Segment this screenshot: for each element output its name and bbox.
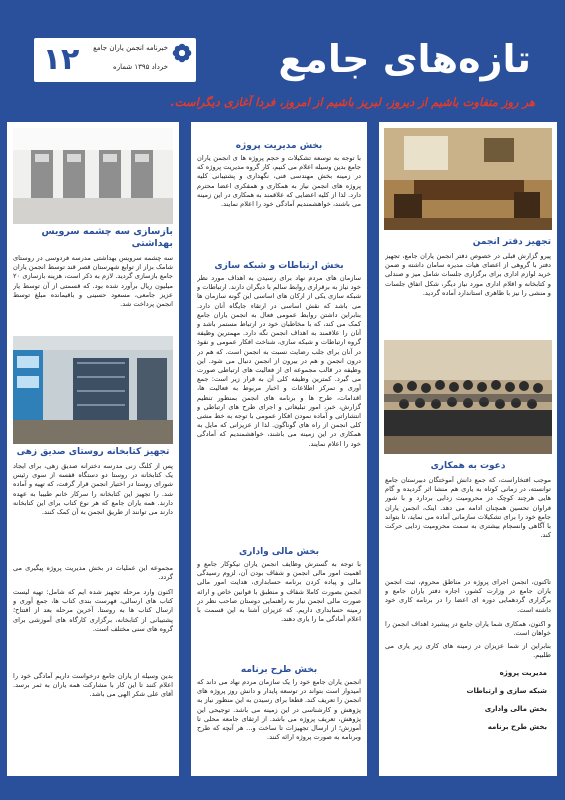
group-photo — [384, 340, 552, 454]
publication-name: خبرنامه انجمن یاران جامع — [93, 44, 168, 52]
middle-column — [191, 122, 367, 776]
left-column — [7, 122, 179, 776]
section-body-library-2: مجموعه این عملیات در بخش مدیریت پروژه پیگیری می گردد. — [13, 564, 173, 582]
tagline: هر روز متفاوت باشیم از دیروز، لبریز باشیم از امروز، فردا آغازی دیگراست. — [170, 95, 535, 109]
section-body-restroom: سه چشمه سرویس بهداشتی مدرسه فردوسی در روستای شامک بزاز از توابع شهرستان قصر قند توسط انجمن یاران جامع بازسازی گردید. لازم به ذکر است، هزینه بازسازی ۲۰ میلیون ریال برآورد شده بود. که قسمتی از آن توسط یار عزیز جامعی، مسعود حسینی و باقیمانده مبلغ توسط انجمن پرداخت شد. — [13, 254, 173, 309]
section-title-restroom: بازسازی سه چشمه سرویس بهداشتی — [41, 226, 173, 249]
section-body-cooperation-3: و اکنون، همکاری شما یاران جامع در پیشبرد اهداف انجمن را خواهان است. — [385, 620, 551, 638]
restroom-photo — [13, 128, 173, 224]
issue-number: ۱۲ — [42, 42, 80, 77]
section-body-library-4: بدین وسیله از یاران جامع درخواست داریم آمادگی خود را اعلام کنند تا این کار با مشارکت همه یاران به ثمر برسد. آقای علی شکر الهی می باشد. — [13, 672, 173, 699]
page-title: تازه‌های جامع — [278, 37, 531, 81]
section-title-office: تجهیز دفتر انجمن — [472, 237, 551, 247]
section-body-project-management: با توجه به توسعه تشکیلات و حجم پروژه ها ی انجمن یاران جامع بدین وسیله اعلام می کنیم، کار گروه مدیریت پروژه که در زمینه بخش مهندسی فنی، نگهداری و پشتیبانی کلیه پروژه های انجمن نیاز به همکاری و همفکری اعضا محترم دارد. لذا از کلیه اعضایی که علاقمند به همکاری در این زمینه می باشند، خواهشمندیم آمادگی خود را اعلام نمایند. — [197, 154, 361, 209]
section-body-cooperation-4: بنابراین از شما عزیزان در زمینه های کاری زیر یاری می طلبیم. — [385, 642, 551, 660]
office-photo — [384, 128, 552, 230]
section-body-networking: سازمان های مردم نهاد برای رسیدن به اهداف مورد نظر خود نیاز به برقراری روابط سالم با دیگران دارند. ارتباطات و شبکه سازی یکی از ارکان های اساسی این گونه سازمان ها می باشد که نقش اساسی در ارتقاء جایگاه آنان دارد. بنابراین داشتن روابط عمومی فعال به انجمن یاران جامع کمک می کند، که با مخاطبان خود در ارتباط مستمر باشد و آنان را علاقمند به اهداف انجمن نگه دارد. مهمترین وظیفه گروه ارتباطات و شبکه سازی، شناخت افکار عمومی و نفوذ در آنان برای جلب رضایت نسبت به انجمن است. که هم در درون انجمن و هم در بیرون از انجمن دنبال می شود. این وظیفه در قالب مجموعه ای از فعالیت های ارتباطی صورت می گیرد. کمترین وظیفه کلی آن به قرار زیر است: جمع آوری و تمرکز اطلاعات و اخبار مربوط به فعالیت ها، اقدامات، طرح ها و برنامه های انجمن بمنظور تنظیم گزارش، خبر، امور تبلیغاتی و اجرای طرح های ارتباطی و انتشاراتی و آماده نمودن افکار عمومی با توجه به خط مشی کلی انجمن از راه های گوناگون. لذا از عزیزانی که مایل به همکاری در این زمینه می باشند، خواهشمندیم که آمادگی خود را اعلام نمایند. — [197, 274, 361, 448]
list-item: بخش طرح برنامه — [487, 723, 547, 731]
section-body-library-3: اکنون وارد مرحله تجهیز شده ایم که شامل: تهیه لیست کتاب های ارسالی، فهرست بندی کتاب ها، جمع آوری و ارسال کتاب ها به روستا. آخرین مرحله بعد از افتتاح؛ پشتیبانی از کتابخانه، برگزاری کارگاه های آموزشی برای گروه های سنی مختلف است. — [13, 588, 173, 633]
section-title-networking: بخش ارتباطات و شبکه سازی — [214, 261, 344, 271]
masthead — [0, 0, 565, 110]
section-title-cooperation: دعوت به همکاری — [430, 461, 506, 471]
issue-date: خرداد ۱۳۹۵ شماره — [113, 63, 168, 71]
section-title-planning: بخش طرح برنامه — [240, 665, 318, 675]
section-body-planning: انجمن یاران جامع خود را یک سازمان مردم نهاد می داند که امیدوار است بتواند در توسعه پایدار و دانش روز پروژه های انجمن را تعریف کند. قطعا برای رسیدن به این منظور نیاز به پژوهش و کارشناسی در این زمینه می باشد. توجیحی این پژوهش، تعریف پروژه می باشد. از ارتقای جامعه محلی تا آموزش؛ از ارسال تجهیزات تا ساخت و... هر آنچه که طرح وبرنامه به صورت پروژه ارائه کنند. — [197, 678, 361, 742]
library-photo — [13, 336, 173, 444]
section-body-library: پس از کلنگ زنی مدرسه دخترانه صدیق زهی، برای ایجاد یک کتابخانه در روستا دو دستگاه قفسه از سوی رئیس شورای روستا در اختیار انجمن قرار گرفت، که تهیه و آماده شد. را تجهیز این کتابخانه را سرکار خانم طبیبا به عهده دارند. همه یاران جامع که هر نوع کتاب برای این کتابخانه دارند می توانند از طریق انجمن به آن کمک کنند. — [13, 462, 173, 517]
section-body-office: پیرو گزارش قبلی در خصوص دفتر انجمن یاران جامع، تجهیز دفتر با گروهی از اعضای هیات مدیره سامان داشته و ضمن خرید لوازم اداری برای برگزاری جلسات شامل میز و صندلی و کتابخانه و اقلام اداری مورد نیاز دیگر، شکل اتفاق جلسات و منشی را نیز با ظاهری استاندارد آماده گردید. — [385, 252, 551, 297]
section-body-finance: با توجه به گسترش وظایف انجمن یاران نیکوکار جامع و اهمیت امور مالی انجمن و شفاف بودن آن، لزوم رسیدگی مالی و پیاده کردن برنامه حسابداری، هدایت امور مالی انجمن بصورت کاملا شفاف و منطبق با قوانین خاص و ارائه صورت مالی انجمن نیاز به راهنمایی دوستان صاحب نظر در زمینه حسابداری داریم. که عزیزان آشنا به این قسمت با اعلام آمادگی ما را یاری دهند. — [197, 560, 361, 624]
list-item: مدیریت پروژه — [499, 669, 547, 677]
section-title-library: تجهیز کتابخانه روستای صدیق زهی — [16, 447, 170, 457]
issue-badge — [34, 38, 196, 82]
list-item: بخش مالی واداری — [484, 705, 547, 713]
section-body-cooperation-2: تاکنون، انجمن اجرای پروژه در مناطق محروم، ثبت انجمن یاران جامع در وزارت کشور، اجاره دفتر یاران جامع و برگزاری گردهمایی دوره ای اعضا را در برنامه کاری خود داشته است. — [385, 578, 551, 614]
list-item: شبکه سازی و ارتباطات — [466, 687, 547, 695]
right-column — [379, 122, 557, 776]
flower-logo-icon — [171, 42, 193, 64]
section-title-project-management: بخش مدیریت پروژه — [235, 141, 323, 151]
section-body-cooperation: موجب افتخاراست، که جمع دانش آموختگان دبیرستان جامع توانسته، در زمانی کوتاه به یاری هم منشا اثر گردیده و گام هایی هرچند کوچک در محرومیت زدایی بردارد و با شور فراوان تحسین همچنان ادامه می دهد. اینک، انجمن یاران جامع خود را برای تشکیلات سازمانی آماده می نماید، تا بتواند با آگاهی وانسجام بیشتری به سمت محرومیت زدایی حرکت کند. — [385, 476, 551, 540]
section-title-finance: بخش مالی واداری — [238, 547, 320, 557]
